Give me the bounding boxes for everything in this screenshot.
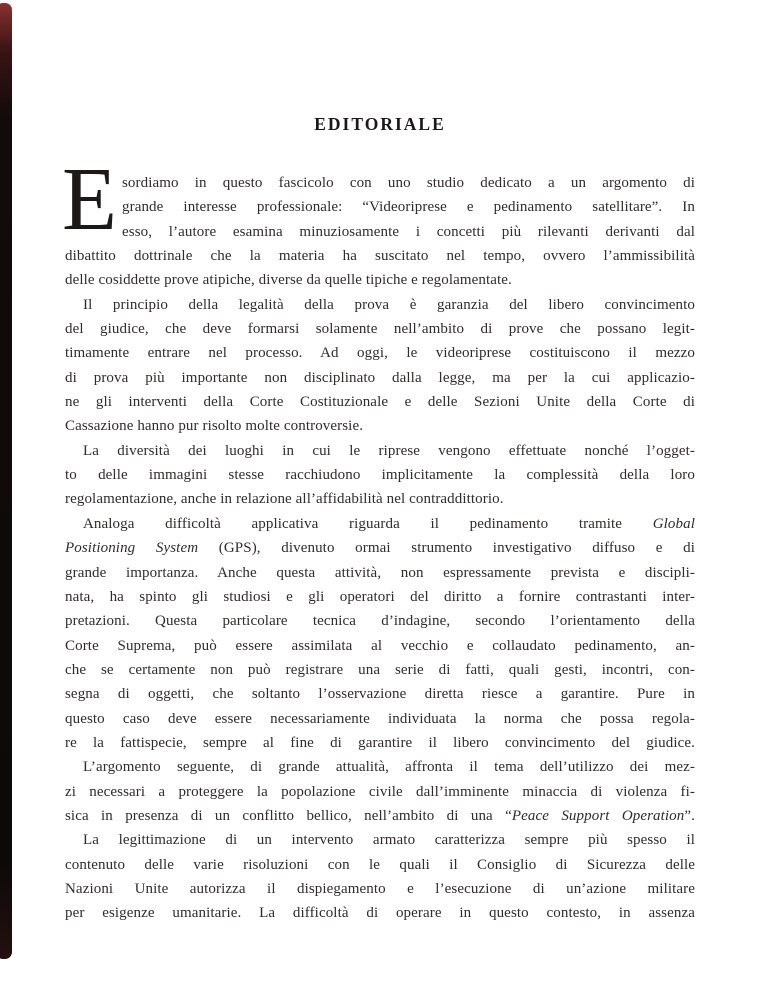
body-text-segment: ne gli interventi della Corte Costituzionale e delle Sezioni Unite della Corte di bbox=[65, 394, 695, 411]
text-line bbox=[65, 731, 695, 755]
italic-text: Global bbox=[652, 515, 695, 532]
text-line bbox=[65, 828, 695, 852]
text-line bbox=[65, 512, 695, 536]
body-text-segment: contenuto delle varie risoluzioni con le quali il Consiglio di Sicurezza delle bbox=[65, 856, 695, 873]
body-text-segment: per esigenze umanitarie. La difficoltà di operare in questo contesto, in assenza bbox=[65, 905, 695, 922]
text-line bbox=[65, 901, 695, 925]
body-text-segment: segna di oggetti, che soltanto l’osservazione diretta riesce a garantire. Pure in bbox=[65, 686, 695, 703]
text-line bbox=[65, 317, 695, 341]
body-text-segment: pretazioni. Questa particolare tecnica d’indagine, secondo l’orientamento della bbox=[65, 613, 695, 630]
text-line bbox=[65, 414, 695, 438]
text-line bbox=[65, 171, 695, 195]
body-text-segment: La diversità dei luoghi in cui le riprese vengono effettuate nonché l’ogget- bbox=[83, 442, 695, 459]
body-text-segment: questo caso deve essere necessariamente individuata la norma che possa regola- bbox=[65, 710, 695, 727]
text-line bbox=[65, 609, 695, 633]
text-line bbox=[65, 195, 695, 219]
text-line bbox=[65, 853, 695, 877]
text-line bbox=[65, 268, 695, 292]
text-line bbox=[65, 561, 695, 585]
text-line bbox=[65, 707, 695, 731]
text-line bbox=[65, 877, 695, 901]
body-text-segment: Corte Suprema, può essere assimilata al vecchio e collaudato pedinamento, an- bbox=[65, 637, 695, 654]
text-line bbox=[65, 755, 695, 779]
body-text-segment: delle cosiddette prove atipiche, diverse da quelle tipiche e regolamentate. bbox=[65, 272, 512, 289]
text-line bbox=[65, 682, 695, 706]
italic-text: Positioning System bbox=[65, 540, 199, 557]
text-line bbox=[65, 804, 695, 828]
text-line bbox=[65, 780, 695, 804]
italic-text: Peace Support Operation bbox=[511, 807, 685, 824]
text-line bbox=[65, 439, 695, 463]
body-text-segment: sica in presenza di un conflitto bellico, nell’ambito di una “ bbox=[65, 807, 512, 824]
text-line bbox=[65, 658, 695, 682]
body-text-segment: nata, ha spinto gli studiosi e gli operatori del diritto a fornire contrastanti inter- bbox=[65, 588, 695, 605]
text-line bbox=[65, 463, 695, 487]
text-line bbox=[65, 293, 695, 317]
body-text-segment: Il principio della legalità della prova è garanzia del libero convincimento bbox=[83, 296, 695, 313]
body-text-segment: ”. bbox=[684, 807, 695, 824]
body-text-segment: del giudice, che deve formarsi solamente nell’ambito di prove che possano legit- bbox=[65, 321, 695, 338]
body-text-segment: timamente entrare nel processo. Ad oggi, le videoriprese costituiscono il mezzo bbox=[65, 345, 695, 362]
text-line bbox=[65, 390, 695, 414]
body-text-segment: grande interesse professionale: “Videoriprese e pedinamento satellitare”. In bbox=[122, 199, 695, 216]
text-line bbox=[65, 341, 695, 365]
body-text-segment: (GPS), divenuto ormai strumento investigativo diffuso e di bbox=[198, 540, 696, 557]
text-line bbox=[65, 585, 695, 609]
text-line bbox=[65, 634, 695, 658]
text-line bbox=[65, 366, 695, 390]
body-text-segment: zi necessari a proteggere la popolazione civile dall’imminente minaccia di violenza fi- bbox=[65, 783, 695, 800]
body-text-segment: dibattito dottrinale che la materia ha suscitato nel tempo, ovvero l’ammissibilità bbox=[65, 248, 695, 265]
text-line bbox=[65, 244, 695, 268]
text-line bbox=[65, 220, 695, 244]
body-text-segment: di prova più importante non disciplinato dalla legge, ma per la cui applicazio- bbox=[65, 369, 695, 386]
body-text-segment: grande importanza. Anche questa attività, non espressamente prevista e discipli- bbox=[65, 564, 695, 581]
body-text-segment: to delle immagini stesse racchiudono implicitamente la complessità della loro bbox=[65, 467, 695, 484]
body-text-segment: Analoga difficoltà applicativa riguarda il pedinamento tramite bbox=[83, 515, 653, 532]
page-title: EDITORIALE bbox=[314, 114, 446, 134]
text-line bbox=[65, 536, 695, 560]
body-text-segment: Cassazione hanno pur risolto molte controversie. bbox=[65, 418, 364, 435]
body-text-segment: sordiamo in questo fascicolo con uno studio dedicato a un argomento di bbox=[122, 175, 695, 191]
body-text-segment: esso, l’autore esamina minuziosamente i concetti più rilevanti derivanti dal bbox=[122, 223, 695, 240]
body-text-segment: regolamentazione, anche in relazione all’affidabilità nel contraddittorio. bbox=[65, 491, 504, 508]
body-text-segment: L’argomento seguente, di grande attualità, affronta il tema dell’utilizzo dei mez- bbox=[83, 759, 695, 776]
body-text-segment: che se certamente non può registrare una serie di fatti, quali gesti, incontri, con- bbox=[65, 661, 695, 678]
body-text-segment: Nazioni Unite autorizza il dispiegamento e l’esecuzione di un’azione militare bbox=[65, 880, 695, 897]
scan-edge-bar bbox=[0, 3, 12, 959]
body-text-segment: La legittimazione di un intervento armato caratterizza sempre più spesso il bbox=[83, 832, 695, 849]
drop-cap: E bbox=[62, 150, 118, 249]
body-text-segment: re la fattispecie, sempre al fine di garantire il libero convincimento del giudice. bbox=[65, 734, 695, 751]
text-line bbox=[65, 487, 695, 511]
editorial-body bbox=[62, 150, 696, 926]
